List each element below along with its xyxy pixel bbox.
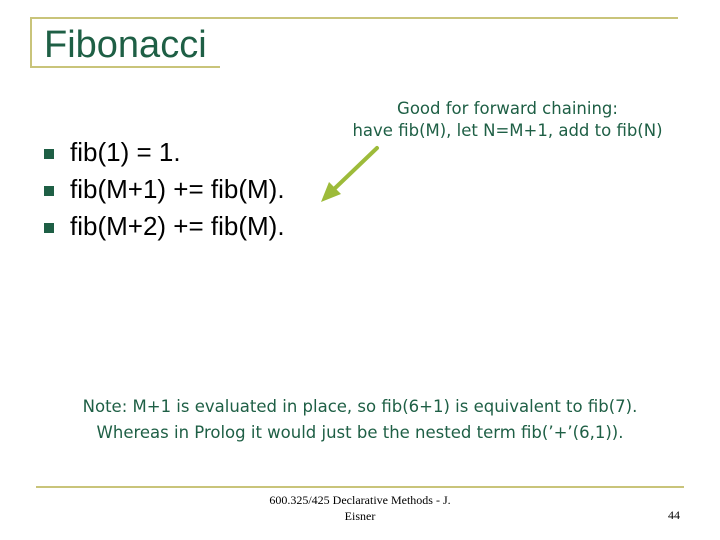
annotation-line-2: have fib(M), let N=M+1, add to fib(N): [352, 121, 663, 140]
bullet-item: [44, 208, 285, 245]
bullet-text: fib(M+1) += fib(M).: [70, 174, 285, 204]
slide-title: Fibonacci: [44, 26, 213, 64]
annotation-line-1: Good for forward chaining:: [397, 99, 618, 118]
footer-line-2: Eisner: [344, 509, 376, 523]
square-bullet-icon: [44, 149, 54, 159]
note-line-2: Whereas in Prolog it would just be the nested term fib(’+’(6,1)).: [96, 423, 624, 442]
bullet-text: fib(1) = 1.: [70, 137, 181, 167]
bullet-list: [44, 134, 285, 245]
bottom-note: [40, 394, 680, 446]
bullet-item: [44, 171, 285, 208]
square-bullet-icon: [44, 186, 54, 196]
pointer-arrow-icon: [315, 140, 385, 210]
title-frame-top-line: [30, 17, 678, 19]
bullet-item: [44, 134, 285, 171]
footer-line-1: 600.325/425 Declarative Methods - J.: [269, 493, 451, 507]
square-bullet-icon: [44, 223, 54, 233]
note-line-1: Note: M+1 is evaluated in place, so fib(6+1) is equivalent to fib(7).: [82, 397, 638, 416]
title-frame-bottom-line: [30, 66, 220, 68]
footer-rule: [36, 486, 684, 488]
footer-course-text: [250, 492, 470, 524]
title-frame-left-line: [30, 17, 32, 67]
annotation-callout: [325, 98, 690, 142]
bullet-text: fib(M+2) += fib(M).: [70, 211, 285, 241]
page-number: 44: [668, 508, 680, 522]
